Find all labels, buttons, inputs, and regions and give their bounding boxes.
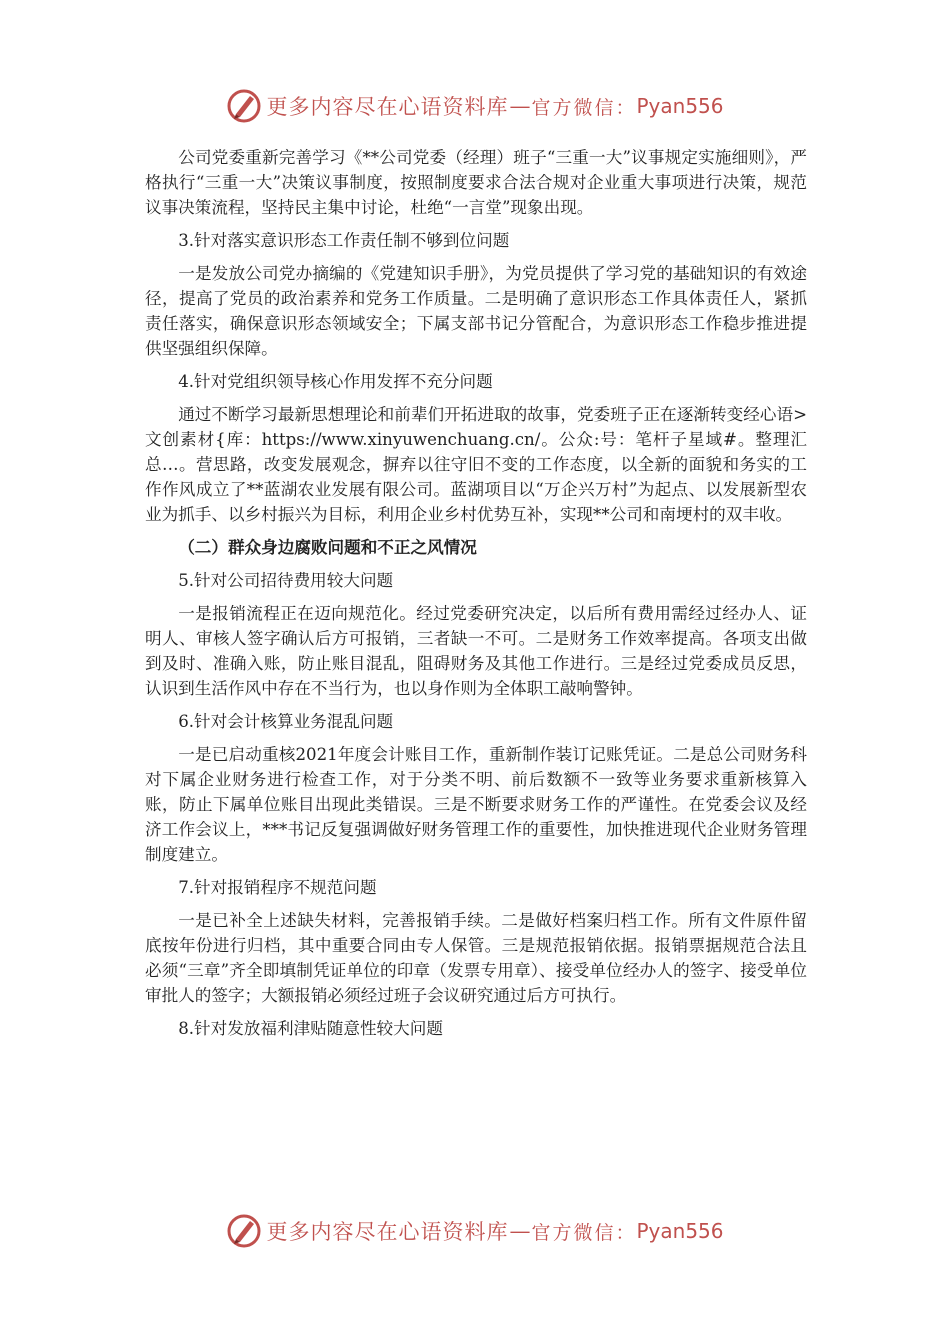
writing-logo-icon (226, 88, 262, 124)
item-heading: 5.针对公司招待费用较大问题 (178, 571, 394, 590)
footer-banner (0, 1211, 950, 1251)
header-banner (0, 86, 950, 126)
banner-dash: — (509, 94, 531, 118)
banner-subtitle: 官方微信： (531, 96, 637, 119)
banner-wechat-id: Pyan556 (636, 94, 724, 118)
paragraph: 一是发放公司党办摘编的《党建知识手册》，为党员提供了学习党的基础知识的有效途径，提高了党员的政治素养和党务工作质量。二是明确了意识形态工作具体责任人，紧抓责任落实，确保意识形态领域安全；下属支部书记分管配合，为意识形态工作稳步推进提供坚强组织保障。 (145, 264, 807, 358)
banner-title: 更多内容尽在心语资料库 (266, 95, 509, 119)
paragraph: 一是已启动重核2021年度会计账目工作，重新制作装订记账凭证。二是总公司财务科对下属企业财务进行检查工作，对于分类不明、前后数额不一致等业务要求重新核算入账，防止下属单位账目出现此类错误。三是不断要求财务工作的严谨性。在党委会议及经济工作会议上，***书记反复强调做好财务管理工作的重要性，加快推进现代企业财务管理制度建立。 (145, 745, 807, 864)
paragraph: 一是报销流程正在迈向规范化。经过党委研究决定，以后所有费用需经过经办人、证明人、审核人签字确认后方可报销，三者缺一不可。二是财务工作效率提高。各项支出做到及时、准确入账，防止账目混乱，阻碍财务及其他工作进行。三是经过党委成员反思，认识到生活作风中存在不当行为，也以身作则为全体职工敲响警钟。 (145, 604, 807, 698)
writing-logo-icon (226, 1213, 262, 1249)
banner-subtitle: 官方微信： (531, 1221, 637, 1244)
paragraph: 通过不断学习最新思想理论和前辈们开拓进取的故事，党委班子正在逐渐转变经心语>文创素材{库：https://www.xinyuwenchuang.cn/。公众:号：笔杆子星域#。整理汇总…。营思路，改变发展观念，摒弃以往守旧不变的工作态度，以全新的面貌和务实的工作作风成立了**蓝湖农业发展有限公司。蓝湖项目以“万企兴万村”为起点、以发展新型农业为抓手、以乡村振兴为目标，利用企业乡村优势互补，实现**公司和南埂村的双丰收。 (145, 405, 807, 524)
paragraph: 一是已补全上述缺失材料，完善报销手续。二是做好档案归档工作。所有文件原件留底按年份进行归档，其中重要合同由专人保管。三是规范报销依据。报销票据规范合法且必须“三章”齐全即填制凭证单位的印章（发票专用章）、接受单位经办人的签字、接受单位审批人的签字；大额报销必须经过班子会议研究通过后方可执行。 (145, 911, 807, 1005)
document-body (145, 145, 807, 1049)
item-heading: 6.针对会计核算业务混乱问题 (178, 712, 394, 731)
item-heading: 8.针对发放福利津贴随意性较大问题 (178, 1019, 443, 1038)
banner-dash: — (509, 1219, 531, 1243)
banner-wechat-id: Pyan556 (636, 1219, 724, 1243)
item-heading: 3.针对落实意识形态工作责任制不够到位问题 (178, 231, 510, 250)
item-heading: 4.针对党组织领导核心作用发挥不充分问题 (178, 372, 493, 391)
section-heading: （二）群众身边腐败问题和不正之风情况 (178, 537, 477, 557)
paragraph: 公司党委重新完善学习《**公司党委（经理）班子“三重一大”议事规定实施细则》，严格执行“三重一大”决策议事制度，按照制度要求合法合规对企业重大事项进行决策，规范议事决策流程，坚持民主集中讨论，杜绝“一言堂”现象出现。 (145, 148, 807, 217)
banner-title: 更多内容尽在心语资料库 (266, 1220, 509, 1244)
item-heading: 7.针对报销程序不规范问题 (178, 878, 377, 897)
